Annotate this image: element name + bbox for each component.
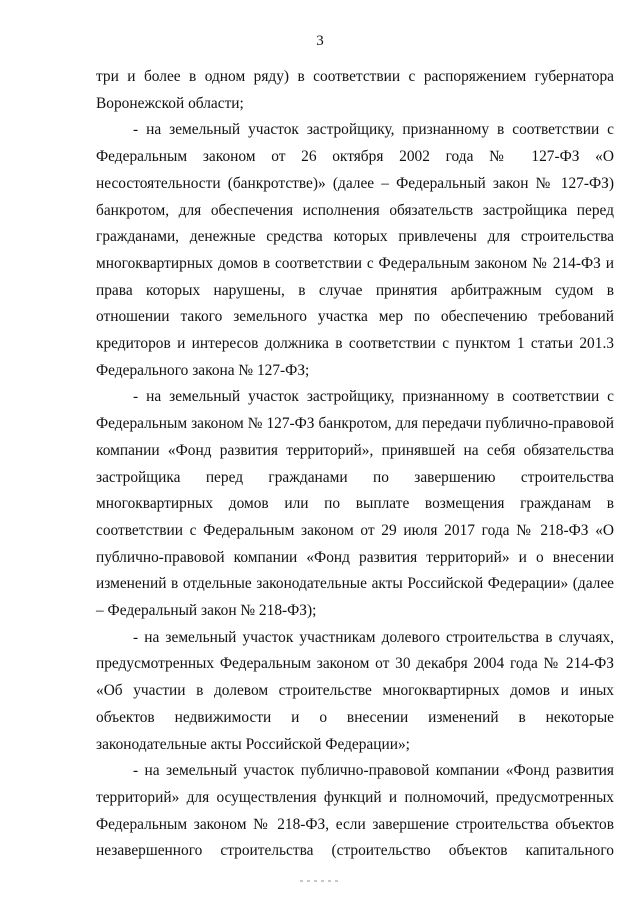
page-number: 3 bbox=[316, 33, 324, 49]
scan-artifact bbox=[300, 880, 342, 882]
paragraph-continuation: три и более в одном ряду) в соответствии с распоряжением губернатора Воронежской области; bbox=[96, 68, 614, 112]
paragraph-shared-construction: - на земельный участок участникам долевого строительства в случаях, предусмотренных Федеральным законом от 30 декабря 2004 года № 214-ФЗ «Об участии в долевом строительстве многоквартирных домов и иных объектов недвижимости и о внесении изменений в некоторые законодательные акты Российской Федерации»; bbox=[96, 628, 614, 753]
paragraph-fund-functions: - на земельный участок публично-правовой компании «Фонд развития территорий» для осуществления функций и полномочий, предусмотренных Федеральным законом № 218-ФЗ, если завершение строительства объектов незавершенного строительства (строительство объектов капитального bbox=[96, 762, 614, 860]
document-body bbox=[96, 64, 614, 865]
paragraph-fund-transfer: - на земельный участок застройщику, признанному в соответствии с Федеральным законом № 127-ФЗ банкротом, для передачи публично-правовой компании «Фонд развития территорий», принявшей на себя обязательства застройщика перед гражданами по завершению строительства многоквартирных домов или по выплате возмещения гражданам в соответствии с Федеральным законом от 29 июля 2017 года № 218-ФЗ «О публично-правовой компании «Фонд развития территорий» и о внесении изменений в отдельные законодательные акты Российской Федерации» (далее – Федеральный закон № 218-ФЗ); bbox=[96, 388, 614, 620]
paragraph-bankruptcy-measures: - на земельный участок застройщику, признанному в соответствии с Федеральным законом от 26 октября 2002 года № 127-ФЗ «О несостоятельности (банкротстве)» (далее – Федеральный закон № 127-ФЗ) банкротом, для обеспечения исполнения обязательств застройщика перед гражданами, денежные средства которых привлечены для строительства многоквартирных домов в соответствии с Федеральным законом № 214-ФЗ и права которых нарушены, в случае принятия арбитражным судом в отношении такого земельного участка мер по обеспечению требований кредиторов и интересов должника в соответствии с пунктом 1 статьи 201.3 Федерального закона № 127-ФЗ; bbox=[96, 121, 614, 379]
